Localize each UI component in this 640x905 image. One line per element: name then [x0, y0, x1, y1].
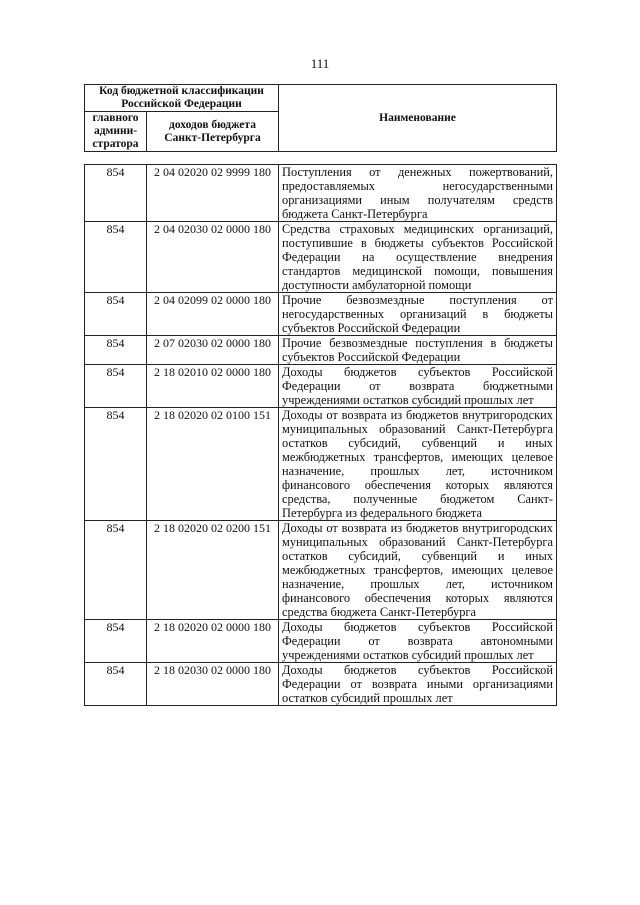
admin-column-header: главного админи-стратора	[85, 112, 147, 152]
revenue-column-header: доходов бюджета Санкт-Петербурга	[147, 112, 279, 152]
name-cell: Прочие безвозмездные поступления от негосударственных организаций в бюджеты субъектов Российской Федерации	[279, 293, 557, 336]
table-row	[85, 293, 557, 336]
table-row	[85, 663, 557, 706]
page-number: 111	[310, 56, 330, 71]
name-cell: Доходы бюджетов субъектов Российской Федерации от возврата автономными учреждениями остатков субсидий прошлых лет	[279, 620, 557, 663]
admin-code-cell: 854	[85, 408, 147, 521]
name-column-header: Наименование	[279, 85, 557, 152]
table-row	[85, 165, 557, 222]
classification-table	[84, 164, 557, 706]
table-row	[85, 521, 557, 620]
table-row	[85, 222, 557, 293]
table-row	[85, 620, 557, 663]
revenue-code-cell: 2 04 02020 02 9999 180	[147, 165, 279, 222]
revenue-code-cell: 2 04 02030 02 0000 180	[147, 222, 279, 293]
table-row	[85, 365, 557, 408]
revenue-code-cell: 2 04 02099 02 0000 180	[147, 293, 279, 336]
revenue-code-cell: 2 18 02010 02 0000 180	[147, 365, 279, 408]
table-row	[85, 336, 557, 365]
revenue-code-cell: 2 18 02020 02 0200 151	[147, 521, 279, 620]
table-header	[84, 84, 557, 152]
revenue-code-cell: 2 18 02020 02 0100 151	[147, 408, 279, 521]
name-cell: Средства страховых медицинских организаций, поступившие в бюджеты субъектов Российской Федерации на осуществление внедрения стандартов медицинской помощи, повышения доступности амбулаторной помощи	[279, 222, 557, 293]
admin-code-cell: 854	[85, 365, 147, 408]
admin-code-cell: 854	[85, 521, 147, 620]
name-cell: Доходы от возврата из бюджетов внутригородских муниципальных образований Санкт-Петербурга остатков субсидий, субвенций и иных межбюджетных трансфертов, имеющих целевое назначение, прошлых лет, источником финансового обеспечения которых являются средства, полученные бюджетом Санкт-Петербурга из федерального бюджета	[279, 408, 557, 521]
name-cell: Доходы бюджетов субъектов Российской Федерации от возврата бюджетными учреждениями остатков субсидий прошлых лет	[279, 365, 557, 408]
name-cell: Поступления от денежных пожертвований, предоставляемых негосударственными организациями иным получателям средств бюджета Санкт-Петербурга	[279, 165, 557, 222]
admin-code-cell: 854	[85, 222, 147, 293]
revenue-code-cell: 2 18 02020 02 0000 180	[147, 620, 279, 663]
code-group-header: Код бюджетной классификации Российской Федерации	[85, 85, 279, 112]
name-cell: Доходы от возврата из бюджетов внутригородских муниципальных образований Санкт-Петербурга остатков субсидий, субвенций и иных межбюджетных трансфертов, имеющих целевое назначение, прошлых лет, источником финансового обеспечения которых являются средства бюджета Санкт-Петербурга	[279, 521, 557, 620]
revenue-code-cell: 2 18 02030 02 0000 180	[147, 663, 279, 706]
admin-code-cell: 854	[85, 336, 147, 365]
admin-code-cell: 854	[85, 663, 147, 706]
name-cell: Прочие безвозмездные поступления в бюджеты субъектов Российской Федерации	[279, 336, 557, 365]
table-row	[85, 408, 557, 521]
admin-code-cell: 854	[85, 293, 147, 336]
name-cell: Доходы бюджетов субъектов Российской Федерации от возврата иными организациями остатков субсидий прошлых лет	[279, 663, 557, 706]
revenue-code-cell: 2 07 02030 02 0000 180	[147, 336, 279, 365]
admin-code-cell: 854	[85, 620, 147, 663]
admin-code-cell: 854	[85, 165, 147, 222]
